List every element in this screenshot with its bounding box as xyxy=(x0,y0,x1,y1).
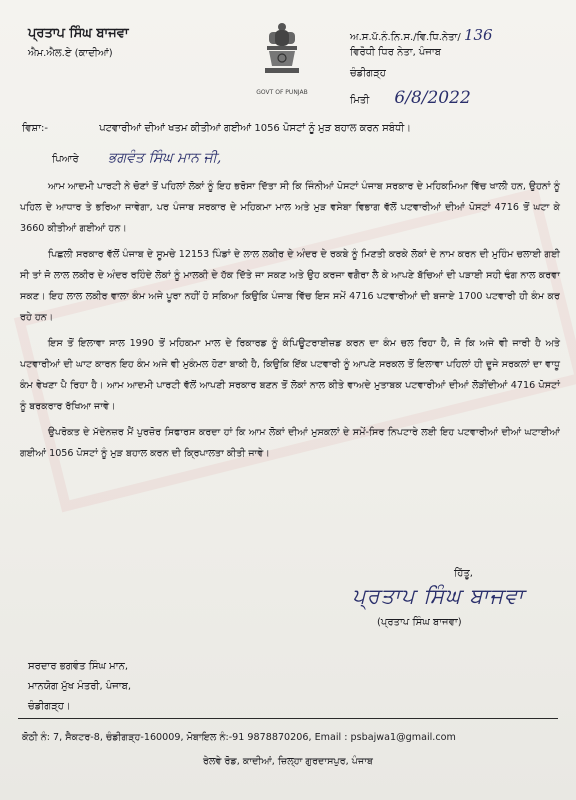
sender-office: ਵਿਰੋਧੀ ਧਿਰ ਨੇਤਾ, ਪੰਜਾਬ xyxy=(350,47,442,58)
reference-line xyxy=(350,26,493,44)
sender-city: ਚੰਡੀਗੜ੍ਹ xyxy=(350,68,386,79)
footer-divider xyxy=(18,718,558,719)
body-paragraph: ਪਿਛਲੀ ਸਰਕਾਰ ਵੱਲੋਂ ਪੰਜਾਬ ਦੇ ਸੂਮਚੇ 12153 ਪਿੰਡਾਂ ਦੇ ਲਾਲ ਲਕੀਰ ਦੇ ਅੰਦਰ ਦੇ ਰਕਬੇ ਨੂੰ ਮਿਣਤੀ ਕਰਕੇ ਲੋਕਾਂ ਦੇ ਨਾਮ ਕਰਨ ਦੀ ਮੁਹਿੰਮ ਚਲਾਈ ਗਈ ਸੀ ਤਾਂ ਜੋ ਲਾਲ ਲਕੀਰ ਦੇ ਅੰਦਰ ਰਹਿੰਦੇ ਲੋਕਾਂ ਨੂੰ ਮਾਲਕੀ ਦੇ ਹੱਕ ਦਿੱਤੇ ਜਾ ਸਕਣ ਅਤੇ ਉਹ ਕਰਜਾ ਵਗੈਰਾ ਲੈ ਕੇ ਆਪਣੇ ਬੱਚਿਆਂ ਦੀ ਪੜਾਈ ਸਹੀ ਢੰਗ ਨਾਲ ਕਰਵਾ ਸਕਣ। ਇਹ ਲਾਲ ਲਕੀਰ ਵਾਲਾ ਕੰਮ ਅਜੇ ਪੂਰਾ ਨਹੀਂ ਹੋ ਸਕਿਆ ਕਿਉਕਿ ਪੰਜਾਬ ਵਿੱਚ ਇਸ ਸਮੇਂ 4716 ਪਟਵਾਰੀਆਂ ਦੀ ਬਜਾਏ 1700 ਪਟਵਾਰੀ ਹੀ ਕੰਮ ਕਰ ਰਹੇ ਹਨ। xyxy=(20,249,560,323)
addressee-line: ਸਰਦਾਰ ਭਗਵੰਤ ਸਿੰਘ ਮਾਨ, xyxy=(28,661,129,672)
reference-label: ਅ.ਸ.ਪੱ.ਨੰ.ਨਿ.ਸ./ਵਿ.ਧਿ.ਨੇਤਾ/ xyxy=(350,32,461,43)
footer-address-local: ਰੇਲਵੇ ਰੋਡ, ਕਾਦੀਆਂ, ਜ਼ਿਲ੍ਹਾ ਗੁਰਦਾਸਪੁਰ, ਪੰਜਾਬ xyxy=(203,756,373,767)
closing-word: ਹਿੱਤੂ, xyxy=(454,568,473,579)
addressee-block xyxy=(28,657,131,717)
body-paragraph: ਇਸ ਤੋਂ ਇਲਾਵਾ ਸਾਲ 1990 ਤੋਂ ਮਹਿਕਮਾ ਮਾਲ ਦੇ ਰਿਕਾਰਡ ਨੂੰ ਕੰਪਿਊਟਰਾਈਜ਼ਡ ਕਰਨ ਦਾ ਕੰਮ ਚਲ ਰਿਹਾ ਹੈ, ਜੋ ਕਿ ਅਜੇ ਵੀ ਜਾਰੀ ਹੈ ਅਤੇ ਪਟਵਾਰੀਆਂ ਦੀ ਘਾਟ ਕਾਰਨ ਇਹ ਕੰਮ ਅਜੇ ਵੀ ਮੁਕੰਮਲ ਹੋਣਾ ਬਾਕੀ ਹੈ, ਕਿਉਕਿ ਇੱਕ ਪਟਵਾਰੀ ਨੂੰ ਆਪਣੇ ਸਰਕਲ ਤੋਂ ਇਲਾਵਾ ਪਹਿਲਾਂ ਹੀ ਦੂਜੇ ਸਰਕਲਾਂ ਦਾ ਵਾਧੂ ਕੰਮ ਵੇਖਣਾ ਪੈ ਰਿਹਾ ਹੈ। ਆਮ ਆਦਮੀ ਪਾਰਟੀ ਵੱਲੋਂ ਆਪਣੀ ਸਰਕਾਰ ਬਣਨ ਤੋਂ ਲੋਕਾਂ ਨਾਲ ਕੀਤੇ ਵਾਅਦੇ ਮੁਤਾਬਕ ਪਟਵਾਰੀਆਂ ਦੀਆਂ ਲੋੜੀਂਦੀਆਂ 4716 ਪੋਸਟਾਂ ਨੂੰ ਬਰਕਰਾਰ ਰੱਖਿਆ ਜਾਵੇ। xyxy=(20,338,560,412)
salutation-label: ਪਿਆਰੇ xyxy=(52,154,79,165)
addressee-line: ਚੰਡੀਗੜ੍ਹ। xyxy=(28,701,71,712)
date-row xyxy=(350,88,471,108)
body-paragraph: ਉਪਰੋਕਤ ਦੇ ਮੱਦੇਨਜ਼ਰ ਮੈਂ ਪੁਰਜ਼ੋਰ ਸਿਫਾਰਸ ਕਰਦਾ ਹਾਂ ਕਿ ਆਮ ਲੋਕਾਂ ਦੀਆਂ ਮੁਸਕਲਾਂ ਦੇ ਸਮੇਂ-ਸਿਰ ਨਿਪਟਾਰੇ ਲਈ ਇਹ ਪਟਵਾਰੀਆਂ ਦੀਆਂ ਘਟਾਈਆਂ ਗਈਆਂ 1056 ਪੋਸਟਾਂ ਨੂੰ ਮੁੜ ਬਹਾਲ ਕਰਨ ਦੀ ਕ੍ਰਿਪਾਲਤਾ ਕੀਤੀ ਜਾਵੇ। xyxy=(20,427,560,459)
date-value: 6/8/2022 xyxy=(394,88,471,108)
subject-label: ਵਿਸ਼ਾ:- xyxy=(22,123,48,134)
sender-designation: ਐਮ.ਐਲ.ਏ (ਕਾਦੀਆਂ) xyxy=(28,48,113,59)
salutation xyxy=(52,150,221,166)
sender-name: ਪ੍ਰਤਾਪ ਸਿੰਘ ਬਾਜਵਾ xyxy=(28,26,129,41)
reference-number: 136 xyxy=(463,26,493,44)
body-paragraph: ਆਮ ਆਦਮੀ ਪਾਰਟੀ ਨੇ ਚੋਣਾਂ ਤੋਂ ਪਹਿਲਾਂ ਲੋਕਾਂ ਨੂੰ ਇਹ ਭਰੋਸਾ ਦਿੱਤਾ ਸੀ ਕਿ ਜਿੰਨੀਆਂ ਪੋਸਟਾਂ ਪੰਜਾਬ ਸਰਕਾਰ ਦੇ ਮਹਿਕਮਿਆ ਵਿੱਚ ਖਾਲੀ ਹਨ, ਉਹਨਾਂ ਨੂੰ ਪਹਿਲ ਦੇ ਆਧਾਰ ਤੇ ਭਰਿਆ ਜਾਵੇਗਾ, ਪਰ ਪੰਜਾਬ ਸਰਕਾਰ ਦੇ ਮਹਿਕਮਾ ਮਾਲ ਅਤੇ ਮੁੜ ਵਸੇਬਾ ਵਿਭਾਗ ਵੱਲੋਂ ਪਟਵਾਰੀਆਂ ਦੀਆਂ ਪੋਸਟਾਂ 4716 ਤੋਂ ਘਟਾ ਕੇ 3660 ਕੀਤੀਆਂ ਗਈਆਂ ਹਨ। xyxy=(20,181,560,234)
state-emblem-icon xyxy=(253,20,311,100)
recipient-handwritten: ਭਗਵੰਤ ਸਿੰਘ ਮਾਨ ਜੀ, xyxy=(107,150,222,166)
footer-address: ਕੋਠੀ ਨੰ: 7, ਸੈਕਟਰ-8, ਚੰਡੀਗੜ੍ਹ-160009, ਮੋਬਾਇਲ ਨੰ:-91 9878870206, Email : psbajwa1@gmail.com xyxy=(22,732,456,743)
signer-name: (ਪ੍ਰਤਾਪ ਸਿੰਘ ਬਾਜਵਾ) xyxy=(377,617,462,628)
emblem-caption: GOVT OF PUNJAB xyxy=(256,89,308,96)
date-label: ਮਿਤੀ xyxy=(350,95,370,106)
letter-body xyxy=(20,176,560,469)
handwritten-signature: ਪ੍ਰਤਾਪ ਸਿੰਘ ਬਾਜਵਾ xyxy=(352,584,525,608)
subject-text: ਪਟਵਾਰੀਆਂ ਦੀਆਂ ਖਤਮ ਕੀਤੀਆਂ ਗਈਆਂ 1056 ਪੋਸਟਾਂ ਨੂੰ ਮੁੜ ਬਹਾਲ ਕਰਨ ਸਬੰਧੀ। xyxy=(99,123,412,134)
addressee-line: ਮਾਨਯੋਗ ਮੁੱਖ ਮੰਤਰੀ, ਪੰਜਾਬ, xyxy=(28,681,132,692)
subject-line xyxy=(22,123,411,134)
